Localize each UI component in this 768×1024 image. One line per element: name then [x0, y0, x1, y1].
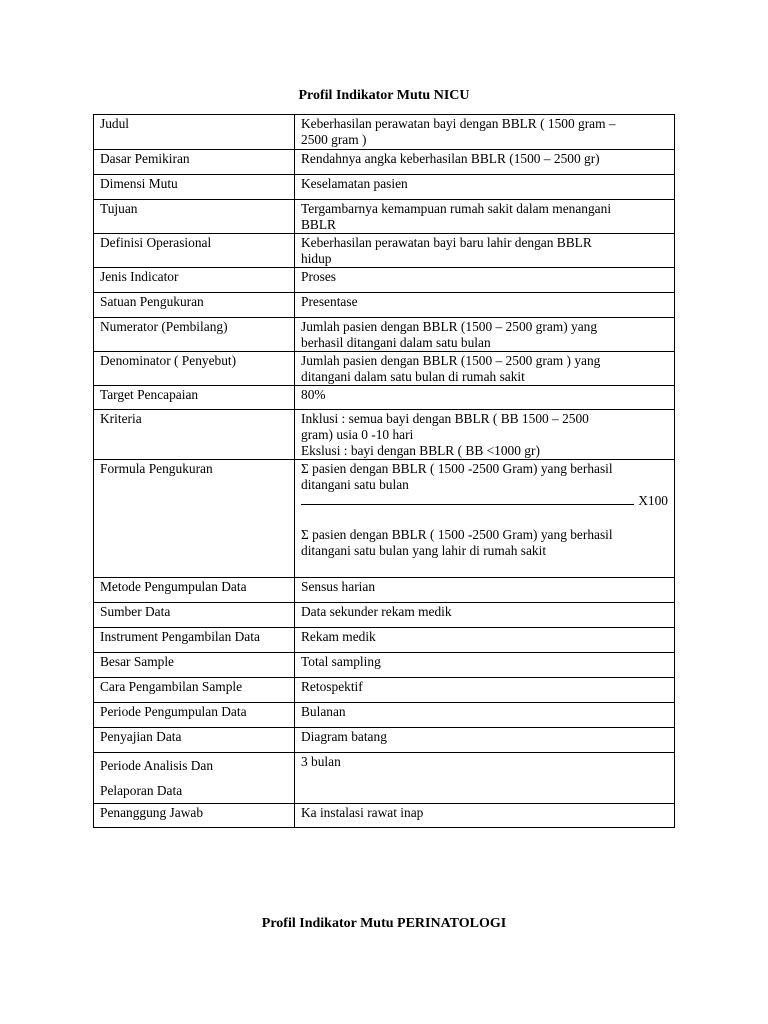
row-label: Formula Pengukuran: [94, 460, 295, 578]
table-row: [94, 460, 675, 578]
row-value: [295, 628, 675, 653]
row-value-line: gram) usia 0 -10 hari: [301, 427, 414, 442]
row-value: [295, 410, 675, 460]
row-value-line: Inklusi : semua bayi dengan BBLR ( BB 1500 – 2500: [301, 411, 589, 426]
table-row: [94, 293, 675, 318]
table-row: [94, 603, 675, 628]
table-row: [94, 150, 675, 175]
row-label: Besar Sample: [94, 653, 295, 678]
row-label: Instrument Pengambilan Data: [94, 628, 295, 653]
row-value: [295, 293, 675, 318]
row-value-line: Tergambarnya kemampuan rumah sakit dalam menangani: [301, 201, 612, 216]
row-value-line: ditangani dalam satu bulan di rumah sakit: [301, 369, 525, 384]
row-value-line: Keberhasilan perawatan bayi dengan BBLR ( 1500 gram –: [301, 116, 616, 131]
row-label: Sumber Data: [94, 603, 295, 628]
row-value-line: BBLR: [301, 217, 336, 232]
fraction-bar-row: [301, 491, 668, 507]
formula-numerator-line: Σ pasien dengan BBLR ( 1500 -2500 Gram) yang berhasil: [301, 461, 613, 476]
row-value: [295, 578, 675, 603]
row-value-line: Sensus harian: [301, 579, 376, 594]
row-value: [295, 804, 675, 828]
row-value: [295, 678, 675, 703]
row-value-line: Jumlah pasien dengan BBLR (1500 – 2500 gram ) yang: [301, 353, 601, 368]
row-value-line: Keselamatan pasien: [301, 176, 408, 191]
row-value: [295, 753, 675, 804]
row-value: [295, 115, 675, 150]
row-value-line: Presentase: [301, 294, 358, 309]
row-value: [295, 603, 675, 628]
row-label: Target Pencapaian: [94, 386, 295, 410]
row-value-line: berhasil ditangani dalam satu bulan: [301, 335, 491, 350]
row-label: Cara Pengambilan Sample: [94, 678, 295, 703]
row-value-line: Rekam medik: [301, 629, 376, 644]
row-label: Tujuan: [94, 200, 295, 234]
row-value: [295, 386, 675, 410]
indicator-profile-table: [93, 114, 675, 828]
row-value-line: 2500 gram ): [301, 132, 367, 147]
row-label: Dasar Pemikiran: [94, 150, 295, 175]
row-value: [295, 318, 675, 352]
table-row: [94, 578, 675, 603]
row-value: [295, 200, 675, 234]
row-label-line: Pelaporan Data: [100, 783, 183, 798]
row-label: Periode Pengumpulan Data: [94, 703, 295, 728]
row-value-line: Data sekunder rekam medik: [301, 604, 452, 619]
row-label: Numerator (Pembilang): [94, 318, 295, 352]
table-row: [94, 352, 675, 386]
row-value-line: Keberhasilan perawatan bayi baru lahir dengan BBLR: [301, 235, 592, 250]
page-title: Profil Indikator Mutu NICU: [298, 88, 470, 103]
fraction-bar: [301, 491, 634, 505]
row-value-line: 80%: [301, 387, 326, 402]
row-label: Penyajian Data: [94, 728, 295, 753]
row-label: Kriteria: [94, 410, 295, 460]
row-label: Satuan Pengukuran: [94, 293, 295, 318]
table-row: [94, 386, 675, 410]
table-row: [94, 318, 675, 352]
table-row: [94, 268, 675, 293]
section-title: Profil Indikator Mutu PERINATOLOGI: [261, 916, 507, 931]
row-value-line: Total sampling: [301, 654, 381, 669]
row-value: [295, 175, 675, 200]
table-row: [94, 410, 675, 460]
row-label: Dimensi Mutu: [94, 175, 295, 200]
table-row: [94, 200, 675, 234]
row-label-line: Periode Analisis Dan: [100, 758, 214, 773]
row-label: Judul: [94, 115, 295, 150]
row-value-line: Retospektif: [301, 679, 363, 694]
row-label: Definisi Operasional: [94, 234, 295, 268]
table-row: [94, 728, 675, 753]
formula-multiplier: X100: [638, 493, 668, 508]
formula-denominator-line: ditangani satu bulan yang lahir di rumah sakit: [301, 543, 547, 558]
row-label: Penanggung Jawab: [94, 804, 295, 828]
row-label: Jenis Indicator: [94, 268, 295, 293]
formula-numerator-line: ditangani satu bulan: [301, 477, 409, 492]
row-value-line: 3 bulan: [301, 754, 341, 769]
row-value-line: Diagram batang: [301, 729, 387, 744]
row-value-line: hidup: [301, 251, 332, 266]
row-value-line: Rendahnya angka keberhasilan BBLR (1500 – 2500 gr): [301, 151, 600, 166]
row-value: [295, 653, 675, 678]
table-row: [94, 115, 675, 150]
table-row: [94, 628, 675, 653]
row-label: Metode Pengumpulan Data: [94, 578, 295, 603]
formula-spacer: [301, 507, 668, 527]
row-value: [295, 703, 675, 728]
row-value: [295, 268, 675, 293]
formula-denominator-line: Σ pasien dengan BBLR ( 1500 -2500 Gram) yang berhasil: [301, 527, 613, 542]
row-value: [295, 234, 675, 268]
row-value: [295, 150, 675, 175]
table-row: [94, 703, 675, 728]
table-row: [94, 653, 675, 678]
row-value-line: Jumlah pasien dengan BBLR (1500 – 2500 gram) yang: [301, 319, 598, 334]
row-value: [295, 460, 675, 578]
table-row: [94, 678, 675, 703]
row-label: [94, 753, 295, 804]
table-row: [94, 175, 675, 200]
row-value: [295, 728, 675, 753]
table-row: [94, 234, 675, 268]
row-value-line: Bulanan: [301, 704, 346, 719]
table-row: [94, 804, 675, 828]
table-row: [94, 753, 675, 804]
row-value-line: Ekslusi : bayi dengan BBLR ( BB <1000 gr): [301, 443, 540, 458]
row-value-line: Proses: [301, 269, 336, 284]
row-label: Denominator ( Penyebut): [94, 352, 295, 386]
row-value: [295, 352, 675, 386]
row-value-line: Ka instalasi rawat inap: [301, 805, 424, 820]
